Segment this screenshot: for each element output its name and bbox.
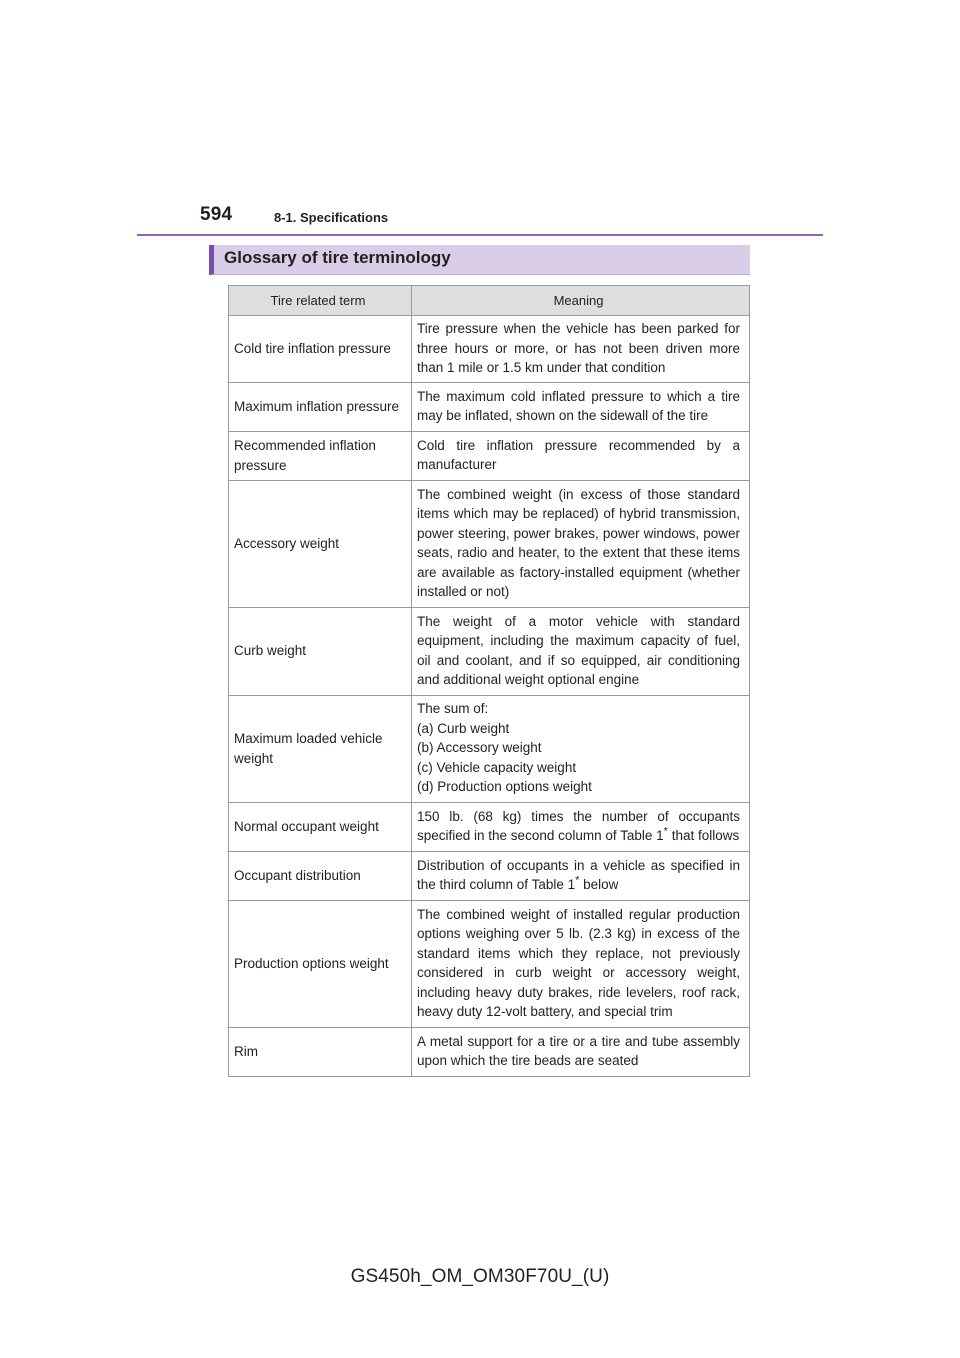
term-cell: Cold tire inflation pressure bbox=[229, 316, 412, 383]
meaning-cell bbox=[412, 802, 750, 851]
table-row bbox=[229, 431, 750, 480]
table-row bbox=[229, 802, 750, 851]
document-id: GS450h_OM_OM30F70U_(U) bbox=[350, 1266, 610, 1287]
term-cell: Accessory weight bbox=[229, 480, 412, 607]
meaning-cell: The maximum cold inflated pressure to which a tire may be inflated, shown on the sidewall of the tire bbox=[412, 382, 750, 431]
term-cell: Production options weight bbox=[229, 900, 412, 1027]
meaning-text-after: that follows bbox=[667, 828, 740, 843]
table-row bbox=[229, 851, 750, 900]
term-cell: Normal occupant weight bbox=[229, 802, 412, 851]
section-title-bar bbox=[209, 245, 750, 275]
meaning-cell: The weight of a motor vehicle with standard equipment, including the maximum capacity of fuel, oil and coolant, and if so equipped, air conditioning and additional weight optional engine bbox=[412, 607, 750, 695]
section-label: 8-1. Specifications bbox=[274, 210, 389, 225]
meaning-line: (b) Accessory weight bbox=[417, 740, 542, 756]
meaning-cell: A metal support for a tire or a tire and tube assembly upon which the tire beads are seated bbox=[412, 1027, 750, 1076]
meaning-text: 150 lb. (68 kg) times the number of occupants specified in the second column of Table 1 bbox=[417, 808, 740, 843]
section-title: Glossary of tire terminology bbox=[224, 248, 451, 267]
meaning-line: (c) Vehicle capacity weight bbox=[417, 759, 577, 775]
meaning-text: Distribution of occupants in a vehicle as specified in the third column of Table 1 bbox=[417, 857, 740, 892]
meaning-cell bbox=[412, 695, 750, 802]
table-header-row bbox=[229, 286, 750, 316]
table-row bbox=[229, 382, 750, 431]
meaning-cell: The combined weight (in excess of those standard items which may be replaced) of hybrid transmission, power steering, power brakes, power windows, power seats, radio and heater, to the extent that these items are available as factory-installed equipment (whether installed or not) bbox=[412, 480, 750, 607]
footnote-star: * bbox=[575, 874, 580, 887]
footnote-star: * bbox=[663, 825, 668, 838]
table-row bbox=[229, 480, 750, 607]
term-cell: Rim bbox=[229, 1027, 412, 1076]
term-cell: Curb weight bbox=[229, 607, 412, 695]
meaning-cell bbox=[412, 851, 750, 900]
column-header-meaning: Meaning bbox=[412, 286, 750, 316]
page-number: 594 bbox=[200, 204, 233, 225]
meaning-text-after: below bbox=[579, 877, 619, 892]
term-cell: Recommended inflation pressure bbox=[229, 431, 412, 480]
table-row bbox=[229, 900, 750, 1027]
table-row bbox=[229, 316, 750, 383]
term-cell: Occupant distribution bbox=[229, 851, 412, 900]
meaning-line: The sum of: bbox=[417, 701, 489, 717]
glossary-table bbox=[228, 285, 750, 1077]
table-row bbox=[229, 695, 750, 802]
table-row bbox=[229, 1027, 750, 1076]
page-header bbox=[137, 200, 823, 236]
meaning-line: (a) Curb weight bbox=[417, 720, 510, 736]
column-header-term: Tire related term bbox=[229, 286, 412, 316]
meaning-cell: The combined weight of installed regular production options weighing over 5 lb. (2.3 kg) in excess of the standard items which they replace, not previously considered in curb weight or accessory weight, including heavy duty brakes, ride levelers, roof rack, heavy duty 12-volt battery, and special trim bbox=[412, 900, 750, 1027]
meaning-cell: Tire pressure when the vehicle has been parked for three hours or more, or has not been driven more than 1 mile or 1.5 km under that condition bbox=[412, 316, 750, 383]
meaning-cell: Cold tire inflation pressure recommended by a manufacturer bbox=[412, 431, 750, 480]
term-cell: Maximum loaded vehicle weight bbox=[229, 695, 412, 802]
term-cell: Maximum inflation pressure bbox=[229, 382, 412, 431]
table-row bbox=[229, 607, 750, 695]
meaning-line: (d) Production options weight bbox=[417, 779, 592, 795]
